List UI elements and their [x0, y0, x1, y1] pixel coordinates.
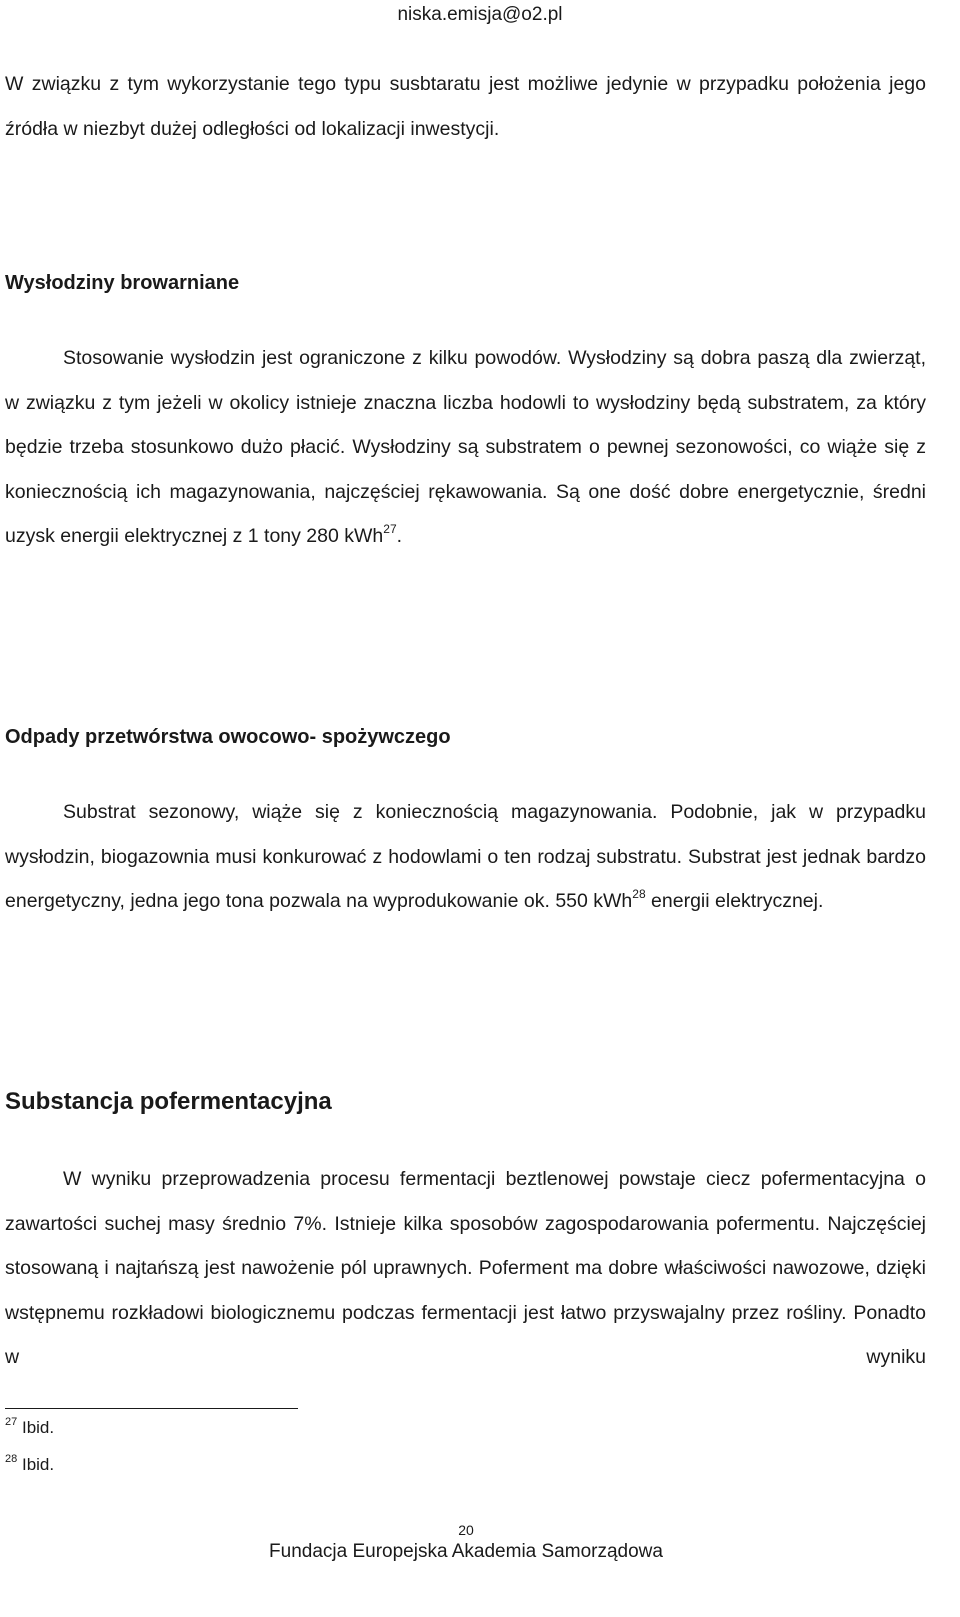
- footnote-divider: [5, 1408, 298, 1409]
- section-heading-substancja: Substancja pofermentacyjna: [5, 1088, 332, 1115]
- section-heading-wyslodziny: Wysłodziny browarniane: [5, 272, 240, 294]
- footnote-ref-27: 27: [383, 522, 397, 537]
- paragraph-text-end: .: [396, 525, 403, 548]
- header-email: niska.emisja@o2.pl: [397, 4, 563, 25]
- page-number: 20: [458, 1522, 474, 1538]
- footnote-text: Ibid.: [17, 1418, 55, 1437]
- paragraph-text-end: energii elektrycznej.: [645, 890, 824, 913]
- footnote-27: [5, 1418, 54, 1438]
- intro-paragraph: W związku z tym wykorzystanie tego typu susbtaratu jest możliwe jedynie w przypadku położenia jego źródła w niezbyt dużej odległości od lokalizacji inwestycji.: [5, 73, 926, 140]
- footnote-28: [5, 1455, 54, 1475]
- footnote-number: 28: [5, 1453, 18, 1465]
- section-paragraph-wyslodziny: [5, 336, 926, 559]
- section-paragraph-substancja: W wyniku przeprowadzenia procesu fermentacji beztlenowej powstaje ciecz pofermentacyjna o zawartości suchej masy średnio 7%. Istnieje kilka sposobów zagospodarowania pofermentu. Najczęściej stosowaną i najtańszą jest nawożenie pól uprawnych. Poferment ma dobre właściwości nawozowe, dzięki wstępnemu rozkładowi biologicznemu podczas fermentacji jest łatwo przyswajalny przez rośliny. Ponadto w wyniku: [5, 1168, 926, 1369]
- section-heading-odpady: Odpady przetwórstwa owocowo- spożywczego: [5, 726, 451, 748]
- footnote-ref-28: 28: [632, 887, 646, 902]
- footer-organization: Fundacja Europejska Akademia Samorządowa: [269, 1541, 663, 1562]
- footnote-number: 27: [5, 1416, 18, 1428]
- section-paragraph-odpady: [5, 790, 926, 924]
- paragraph-text: Substrat sezonowy, wiąże się z koniecznością magazynowania. Podobnie, jak w przypadku wysłodzin, biogazownia musi konkurować z hodowlami o ten rodzaj substratu. Substrat jest jednak bardzo energetyczny, jedna jego tona pozwala na wyprodukowanie ok. 550 kWh: [5, 801, 926, 913]
- footnote-text: Ibid.: [17, 1455, 55, 1474]
- paragraph-text: Stosowanie wysłodzin jest ograniczone z kilku powodów. Wysłodziny są dobra paszą dla zwierząt, w związku z tym jeżeli w okolicy istnieje znaczna liczba hodowli to wysłodziny będą substratem, za który będzie trzeba stosunkowo dużo płacić. Wysłodziny są substratem o pewnej sezonowości, co wiąże się z koniecznością ich magazynowania, najczęściej rękawowania. Są one dość dobre energetycznie, średni uzysk energii elektrycznej z 1 tony 280 kWh: [5, 347, 926, 548]
